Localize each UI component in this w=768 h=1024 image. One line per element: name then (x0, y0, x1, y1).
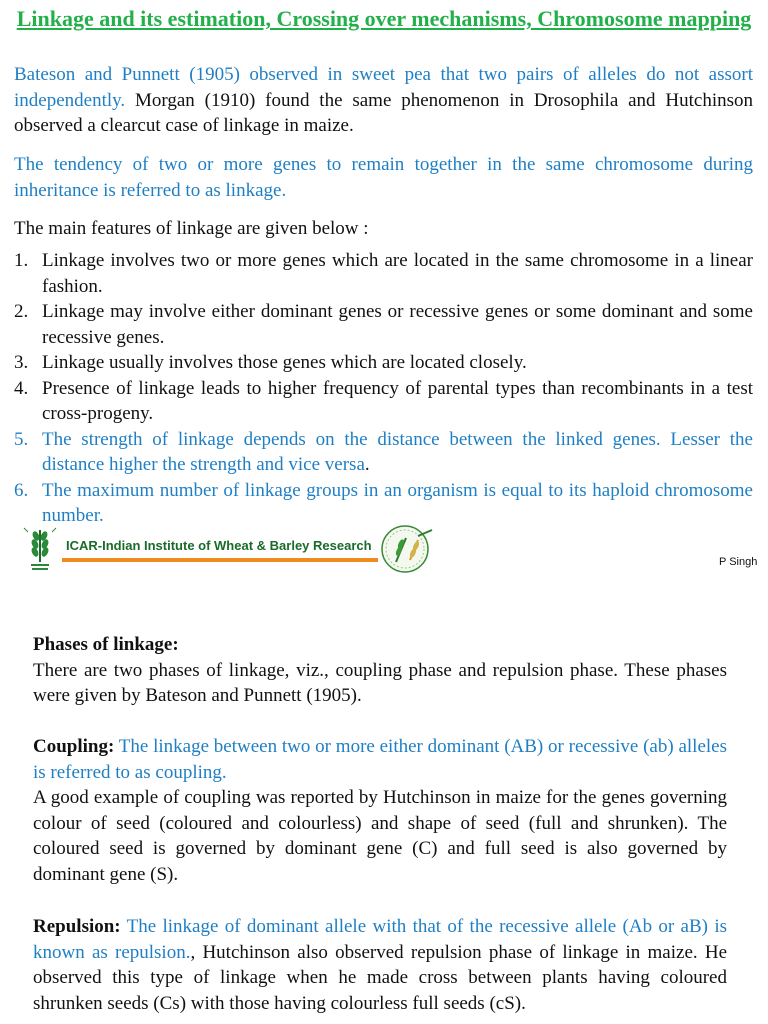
institute-name: ICAR-Indian Institute of Wheat & Barley Research (66, 538, 372, 553)
page-title: Linkage and its estimation, Crossing over mechanisms, Chromosome mapping (16, 6, 752, 31)
features-heading: The main features of linkage are given below : (14, 218, 369, 239)
features-list (14, 248, 753, 529)
list-number: 2. (14, 301, 29, 322)
list-text: The maximum number of linkage groups in an organism is equal to its haploid chromosome number. (42, 479, 753, 526)
list-text: Linkage may involve either dominant genes or recessive genes or some dominant and some recessive genes. (42, 301, 753, 348)
repulsion-text: , Hutchinson also observed repulsion phase of linkage in maize. He observed this type of linkage when he made cross between plants having coloured shrunken seeds (Cs) with those having colourless full seeds (cS). (33, 941, 728, 1014)
slide-footer (22, 524, 762, 574)
list-number: 1. (14, 250, 29, 271)
linkage-definition: The tendency of two or more genes to remain together in the same chromosome during inheritance is referred to as linkage. (14, 154, 753, 201)
list-number: 4. (14, 377, 29, 399)
list-item (14, 427, 753, 478)
author-name: P Singh (719, 556, 758, 568)
repulsion-definition: The linkage of dominant allele with that of the recessive allele (Ab or aB) is known as repulsion. (33, 916, 727, 963)
repulsion-section (33, 914, 727, 1016)
list-text: The strength of linkage depends on the distance between the linked genes. Lesser the distance higher the strength and vice versa (42, 428, 753, 475)
coupling-section (33, 734, 727, 888)
intro-blue-text: Bateson and Punnett (1905) observed in sweet pea that two pairs of alleles do not assort independently. (14, 64, 753, 111)
list-item (14, 299, 753, 350)
phases-section (33, 632, 727, 709)
list-number: 5. (14, 428, 29, 450)
list-item (14, 376, 753, 427)
list-text: Linkage involves two or more genes which are located in the same chromosome in a linear fashion. (42, 250, 753, 297)
coupling-definition: The linkage between two or more either dominant (AB) or recessive (ab) alleles is referred to as coupling. (33, 736, 727, 783)
list-number: 6. (14, 479, 29, 501)
list-text: Presence of linkage leads to higher frequency of parental types than recombinants in a test cross-progeny. (42, 377, 753, 424)
list-text: Linkage usually involves those genes which are located closely. (42, 352, 527, 373)
list-item (14, 350, 753, 376)
intro-paragraph (14, 62, 753, 139)
list-text-tail: . (364, 454, 370, 475)
list-number: 3. (14, 352, 29, 373)
phases-heading: Phases of linkage: (33, 634, 179, 655)
iiwbr-emblem-icon (374, 524, 436, 574)
coupling-text: A good example of coupling was reported by Hutchinson in maize for the genes governing colour of seed (coloured and colourless) and shape of seed (full and shrunken). The coloured seed is governed by dominant gene (C) and full seed is also governed by dominant gene (S). (33, 787, 727, 885)
list-item (14, 248, 753, 299)
intro-black-text: Morgan (1910) found the same phenomenon in Drosophila and Hutchinson observed a clearcut case of linkage in maize. (14, 89, 753, 136)
icar-logo-icon (22, 526, 58, 572)
phases-text: There are two phases of linkage, viz., coupling phase and repulsion phase. These phases were given by Bateson and Punnett (1905). (33, 659, 727, 707)
repulsion-label: Repulsion: (33, 916, 121, 937)
coupling-label: Coupling: (33, 736, 115, 757)
list-item (14, 478, 753, 529)
institute-underline (62, 558, 378, 562)
